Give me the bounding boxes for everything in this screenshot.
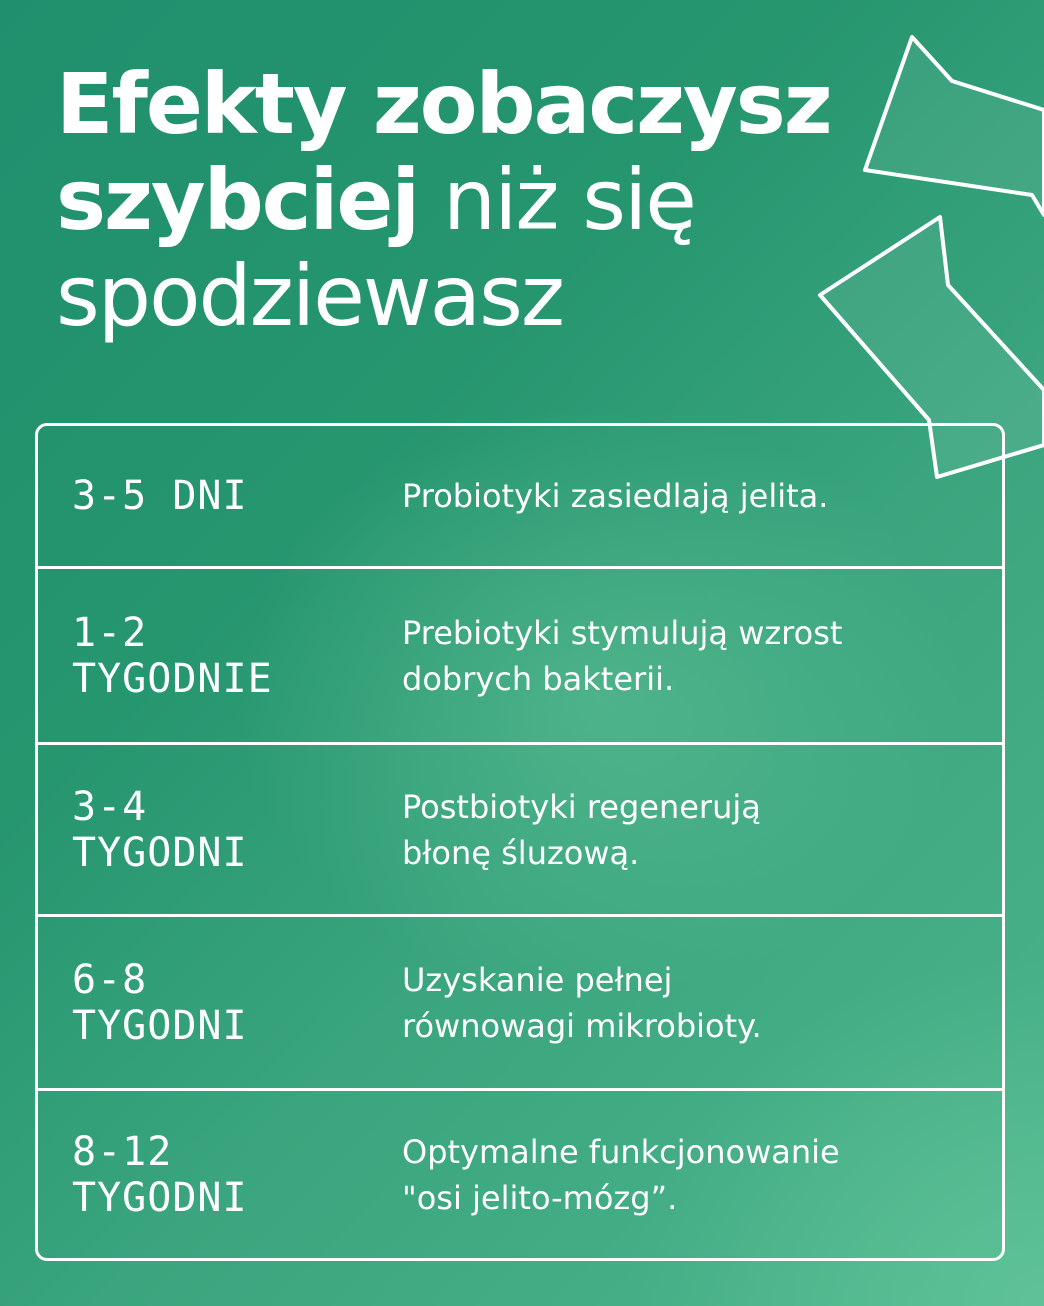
period-label: 6-8 TYGODNI bbox=[72, 956, 248, 1049]
period-description: Uzyskanie pełnej równowagi mikrobioty. bbox=[402, 960, 762, 1045]
headline-emphasis: szybciej bbox=[56, 151, 419, 249]
period-label: 3-4 TYGODNI bbox=[72, 783, 248, 876]
page-title bbox=[56, 56, 856, 344]
table-row bbox=[38, 566, 1002, 742]
period-label: 3-5 DNI bbox=[72, 473, 248, 519]
period-label: 1-2 TYGODNIE bbox=[72, 609, 273, 702]
period-description: Probiotyki zasiedlają jelita. bbox=[402, 477, 829, 515]
timeline-table bbox=[35, 423, 1005, 1261]
headline-line-1: Efekty zobaczysz bbox=[56, 55, 831, 153]
period-label: 8-12 TYGODNI bbox=[72, 1128, 248, 1221]
upper-capsule-outline-icon bbox=[865, 37, 1044, 215]
period-description: Prebiotyki stymulują wzrost dobrych bakterii. bbox=[402, 613, 843, 698]
table-row bbox=[38, 742, 1002, 914]
headline-line-2 bbox=[56, 152, 856, 248]
table-row bbox=[38, 426, 1002, 566]
headline-line-2-rest: niż się bbox=[418, 151, 695, 249]
table-row bbox=[38, 914, 1002, 1088]
table-row bbox=[38, 1088, 1002, 1258]
period-description: Optymalne funkcjonowanie "osi jelito-mózg”. bbox=[402, 1132, 840, 1217]
period-description: Postbiotyki regenerują błonę śluzową. bbox=[402, 787, 761, 872]
headline-line-3: spodziewasz bbox=[56, 247, 563, 345]
